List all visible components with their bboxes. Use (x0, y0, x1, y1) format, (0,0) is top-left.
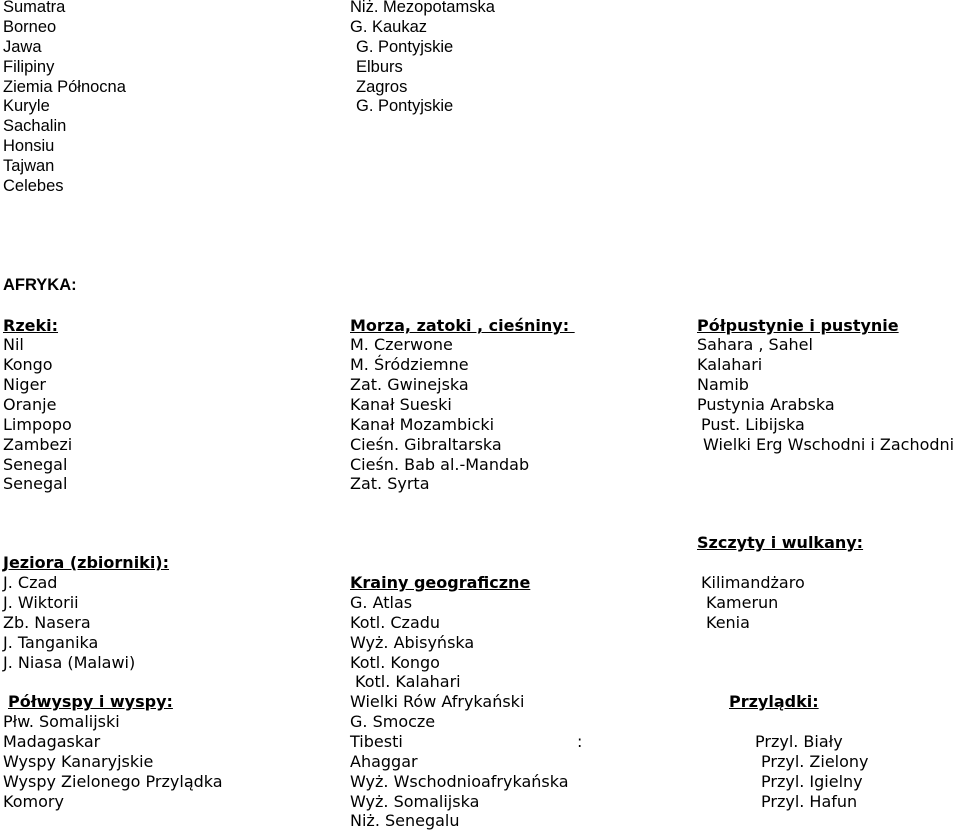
peak-item: Kamerun (706, 593, 779, 612)
deserts-heading: Półpustynie i pustynie (697, 316, 899, 335)
river-item: Senegal (3, 474, 68, 493)
region-item: Kotl. Kongo (350, 653, 440, 672)
region-item: Wyż. Wschodnioafrykańska (350, 772, 569, 791)
river-item: Senegal (3, 455, 68, 474)
asia-island: Sachalin (3, 117, 67, 135)
desert-item: Kalahari (697, 355, 763, 374)
sea-item: M. Czerwone (350, 335, 453, 354)
asia-island: Tajwan (3, 157, 55, 175)
lake-item: J. Czad (3, 573, 58, 592)
peaks-heading: Szczyty i wulkany: (697, 533, 864, 552)
colon-mark: : (577, 732, 583, 751)
sea-item: M. Śródziemne (350, 355, 469, 374)
region-item: Wyż. Abisyńska (350, 633, 475, 652)
desert-item: Namib (697, 375, 749, 394)
asia-region: Niż. Mezopotamska (350, 0, 495, 16)
rivers-heading: Rzeki: (3, 316, 59, 335)
peak-item: Kenia (706, 613, 750, 632)
sea-item: Zat. Syrta (350, 474, 430, 493)
asia-island: Ziemia Północna (3, 78, 126, 96)
lake-item: J. Niasa (Malawi) (3, 653, 136, 672)
cape-item: Przyl. Biały (755, 732, 843, 751)
asia-island: Honsiu (3, 137, 55, 155)
sea-item: Cieśn. Gibraltarska (350, 435, 502, 454)
river-item: Kongo (3, 355, 53, 374)
lake-item: J. Tanganika (3, 633, 99, 652)
cape-item: Przyl. Zielony (761, 752, 869, 771)
river-item: Niger (3, 375, 46, 394)
river-item: Limpopo (3, 415, 72, 434)
region-item: Wielki Rów Afrykański (350, 692, 525, 711)
section-title: AFRYKA: (3, 276, 77, 294)
region-item: G. Smocze (350, 712, 436, 731)
peninsula-item: Madagaskar (3, 732, 101, 751)
cape-item: Przyl. Igielny (761, 772, 863, 791)
peninsula-item: Komory (3, 792, 64, 811)
peninsula-item: Wyspy Zielonego Przylądka (3, 772, 223, 791)
asia-island: Borneo (3, 18, 57, 36)
river-item: Oranje (3, 395, 57, 414)
region-item: Kotl. Kalahari (355, 672, 461, 691)
desert-item: Wielki Erg Wschodni i Zachodni (703, 435, 955, 454)
asia-region: G. Pontyjskie (356, 38, 454, 56)
asia-region: G. Pontyjskie (356, 97, 454, 115)
peninsula-item: Wyspy Kanaryjskie (3, 752, 154, 771)
sea-item: Zat. Gwinejska (350, 375, 469, 394)
seas-heading: Morza, zatoki , cieśniny: (350, 316, 575, 335)
region-item: G. Atlas (350, 593, 413, 612)
asia-region: Zagros (356, 78, 408, 96)
lakes-heading: Jeziora (zbiorniki): (3, 553, 170, 572)
sea-item: Kanał Mozambicki (350, 415, 495, 434)
sea-item: Kanał Sueski (350, 395, 452, 414)
sea-item: Cieśn. Bab al.-Mandab (350, 455, 530, 474)
asia-island: Jawa (3, 38, 42, 56)
desert-item: Pustynia Arabska (697, 395, 835, 414)
region-item: Wyż. Somalijska (350, 792, 480, 811)
asia-region: G. Kaukaz (350, 18, 428, 36)
asia-island: Celebes (3, 177, 64, 195)
region-item: Niż. Senegalu (350, 811, 460, 830)
cape-item: Przyl. Hafun (761, 792, 858, 811)
region-item: Ahaggar (350, 752, 418, 771)
asia-island: Sumatra (3, 0, 66, 16)
desert-item: Pust. Libijska (701, 415, 805, 434)
regions-heading: Krainy geograficzne (350, 573, 531, 592)
peninsulas-heading: Półwyspy i wyspy: (8, 692, 173, 711)
peak-item: Kilimandżaro (701, 573, 805, 592)
region-item: Tibesti (350, 732, 403, 751)
desert-item: Sahara , Sahel (697, 335, 813, 354)
river-item: Zambezi (3, 435, 73, 454)
capes-heading: Przylądki: (729, 692, 819, 711)
region-item: Kotl. Czadu (350, 613, 441, 632)
asia-island: Kuryle (3, 97, 50, 115)
river-item: Nil (3, 335, 24, 354)
peninsula-item: Płw. Somalijski (3, 712, 120, 731)
asia-island: Filipiny (3, 58, 55, 76)
lake-item: J. Wiktorii (3, 593, 79, 612)
asia-region: Elburs (356, 58, 403, 76)
lake-item: Zb. Nasera (3, 613, 91, 632)
